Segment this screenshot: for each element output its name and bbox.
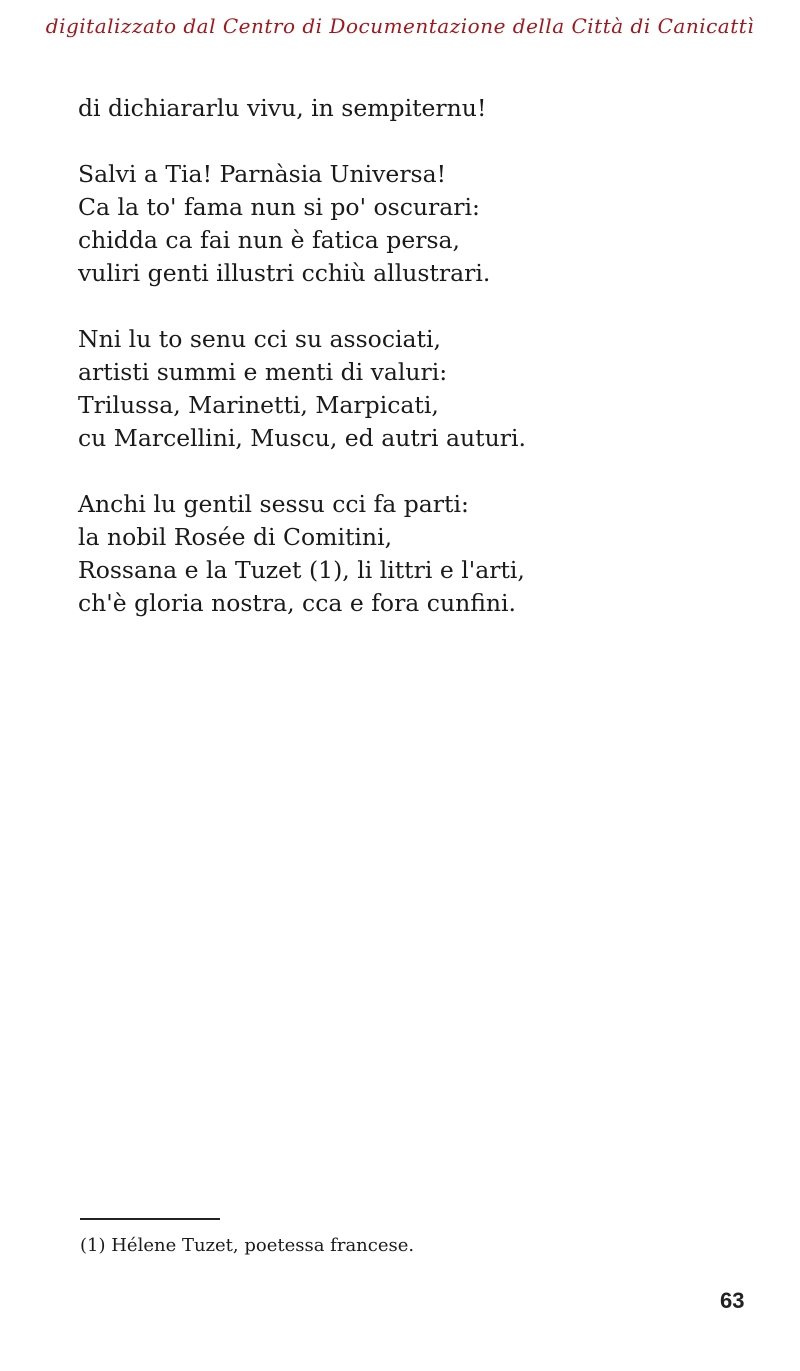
poem-line: Salvi a Tia! Parnàsia Universa!: [78, 160, 447, 188]
poem-line: la nobil Rosée di Comitini,: [78, 523, 393, 551]
page-number: 63: [720, 1288, 745, 1313]
poem-line: Trilussa, Marinetti, Marpicati,: [78, 391, 439, 419]
stanza-2: [78, 323, 758, 455]
poem-line: Rossana e la Tuzet (1), li littri e l'arti,: [78, 556, 525, 584]
digitization-watermark: digitalizzato dal Centro di Documentazione della Città di Canicattì: [45, 14, 755, 38]
poem-line: di dichiararlu vivu, in sempiternu!: [78, 94, 487, 122]
poem-line: cu Marcellini, Muscu, ed autri auturi.: [78, 424, 526, 452]
stanza-1: [78, 158, 758, 290]
poem-line: Ca la to' fama nun si po' oscurari:: [78, 193, 480, 221]
poem-line: artisti summi e menti di valuri:: [78, 358, 448, 386]
poem-line: vuliri genti illustri cchiù allustrari.: [78, 259, 491, 287]
stanza-3: [78, 488, 758, 620]
poem-line: Anchi lu gentil sessu cci fa parti:: [78, 490, 469, 518]
poem-line: chidda ca fai nun è fatica persa,: [78, 226, 461, 254]
poem-body: [78, 92, 758, 620]
poem-line: ch'è gloria nostra, cca e fora cunfini.: [78, 589, 517, 617]
footnote-divider: [80, 1218, 220, 1220]
footnote: (1) Hélene Tuzet, poetessa francese.: [80, 1235, 415, 1256]
poem-line: Nni lu to senu cci su associati,: [78, 325, 441, 353]
